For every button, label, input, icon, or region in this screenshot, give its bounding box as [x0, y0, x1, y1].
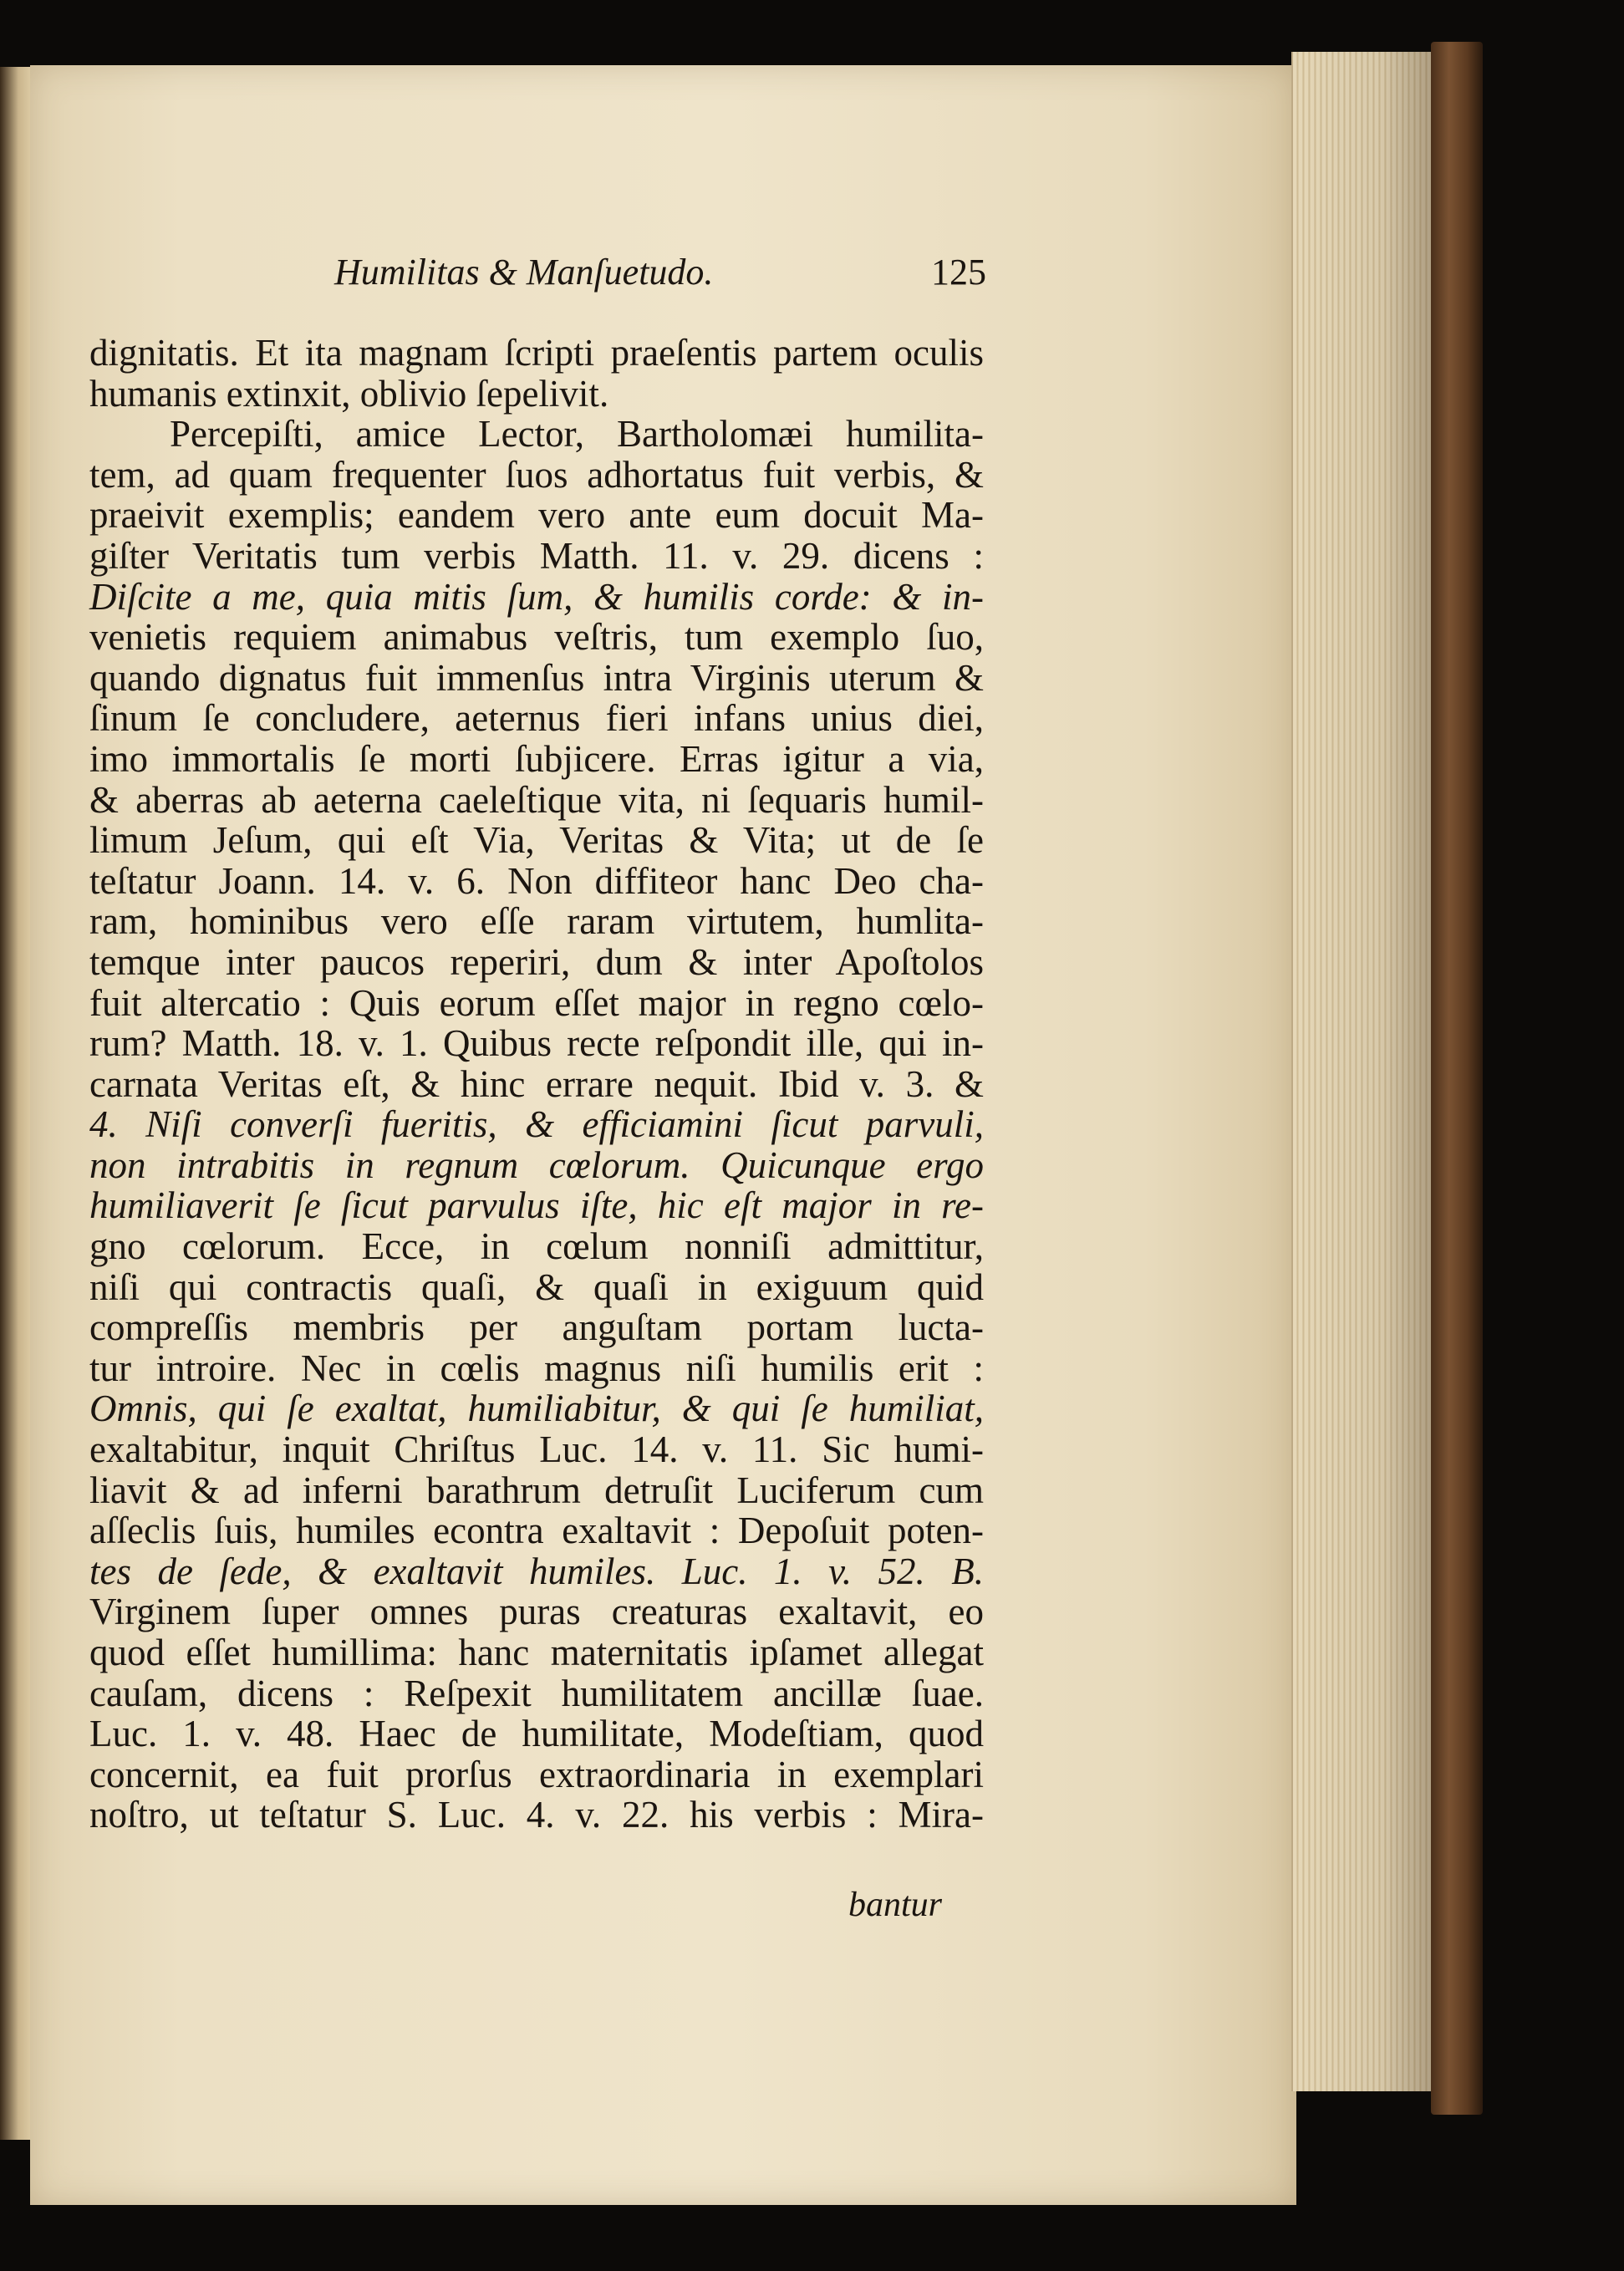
- text-line: Virginem ſuper omnes puras creaturas exaltavit, eo: [89, 1591, 984, 1633]
- text-line: Percepiſti, amice Lector, Bartholomæi humilita-: [170, 413, 984, 456]
- text-line: aſſeclis ſuis, humiles econtra exaltavit : Depoſuit poten-: [89, 1510, 984, 1552]
- left-page-edge: [0, 67, 33, 2140]
- text-line: giſter Veritatis tum verbis Matth. 11. v. 29. dicens :: [89, 534, 984, 577]
- page-stack-shadow: [1291, 52, 1438, 2091]
- running-head: Humilitas & Manſuetudo.: [334, 252, 714, 293]
- text-line: venietis requiem animabus veſtris, tum exemplo ſuo,: [89, 616, 984, 659]
- leather-cover: [1431, 42, 1483, 2115]
- text-line: Diſcite a me, quia mitis ſum, & humilis corde: & in-: [89, 575, 984, 618]
- text-line: Omnis, qui ſe exaltat, humiliabitur, & qui ſe humiliat,: [89, 1388, 984, 1430]
- text-line: tem, ad quam frequenter ſuos adhortatus fuit verbis, &: [89, 453, 984, 496]
- text-line: carnata Veritas eſt, & hinc errare nequit. Ibid v. 3. &: [89, 1062, 984, 1105]
- catchword: bantur: [848, 1886, 943, 1924]
- text-line: niſi qui contractis quaſi, & quaſi in exiguum quid: [89, 1265, 984, 1308]
- text-line: imo immortalis ſe morti ſubjicere. Erras igitur a via,: [89, 737, 984, 780]
- text-line: humanis extinxit, oblivio ſepelivit.: [89, 372, 609, 415]
- text-line: fuit altercatio : Quis eorum eſſet major in regno cœlo-: [89, 981, 984, 1024]
- text-line: quando dignatus fuit immenſus intra Virginis uterum &: [89, 656, 984, 699]
- text-line: ram, hominibus vero eſſe raram virtutem, humlita-: [89, 900, 984, 943]
- text-line: 4. Niſi converſi fueritis, & efficiamini ſicut parvuli,: [89, 1103, 984, 1146]
- text-line: concernit, ea fuit prorſus extraordinaria in exemplari: [89, 1753, 984, 1795]
- text-line: noſtro, ut teſtatur S. Luc. 4. v. 22. his verbis : Mira-: [89, 1794, 984, 1836]
- text-line: gno cœlorum. Ecce, in cœlum nonniſi admittitur,: [89, 1225, 984, 1268]
- text-line: Luc. 1. v. 48. Haec de humilitate, Modeſtiam, quod: [89, 1713, 984, 1755]
- text-line: non intrabitis in regnum cœlorum. Quicunque ergo: [89, 1143, 984, 1186]
- text-line: cauſam, dicens : Reſpexit humilitatem ancillæ ſuae.: [89, 1672, 984, 1714]
- text-line: dignitatis. Et ita magnam ſcripti praeſentis partem oculis: [89, 332, 984, 374]
- text-line: praeivit exemplis; eandem vero ante eum docuit Ma-: [89, 494, 984, 537]
- text-line: exaltabitur, inquit Chriſtus Luc. 14. v. 11. Sic humi-: [89, 1428, 984, 1471]
- text-line: tur introire. Nec in cœlis magnus niſi humilis erit :: [89, 1347, 984, 1389]
- body-text: [89, 333, 984, 1836]
- text-line: quod eſſet humillima: hanc maternitatis ipſamet allegat: [89, 1632, 984, 1673]
- text-line: teſtatur Joann. 14. v. 6. Non diffiteor hanc Deo cha-: [89, 859, 984, 902]
- text-line: humiliaverit ſe ſicut parvulus iſte, hic eſt major in re-: [89, 1184, 984, 1227]
- text-line: temque inter paucos reperiri, dum & inter Apoſtolos: [89, 940, 984, 983]
- text-line: rum? Matth. 18. v. 1. Quibus recte reſpondit ille, qui in-: [89, 1022, 984, 1065]
- page-header: [192, 251, 986, 301]
- text-line: liavit & ad inferni barathrum detruſit Luciferum cum: [89, 1469, 984, 1511]
- text-line: compreſſis membris per anguſtam portam lucta-: [89, 1306, 984, 1349]
- text-line: & aberras ab aeterna caeleſtique vita, ni ſequaris humil-: [89, 778, 984, 821]
- text-line: ſinum ſe concludere, aeternus fieri infans unius diei,: [89, 697, 984, 740]
- text-line: limum Jeſum, qui eſt Via, Veritas & Vita; ut de ſe: [89, 819, 984, 862]
- text-line: tes de ſede, & exaltavit humiles. Luc. 1. v. 52. B.: [89, 1550, 984, 1592]
- page-number: 125: [931, 252, 986, 293]
